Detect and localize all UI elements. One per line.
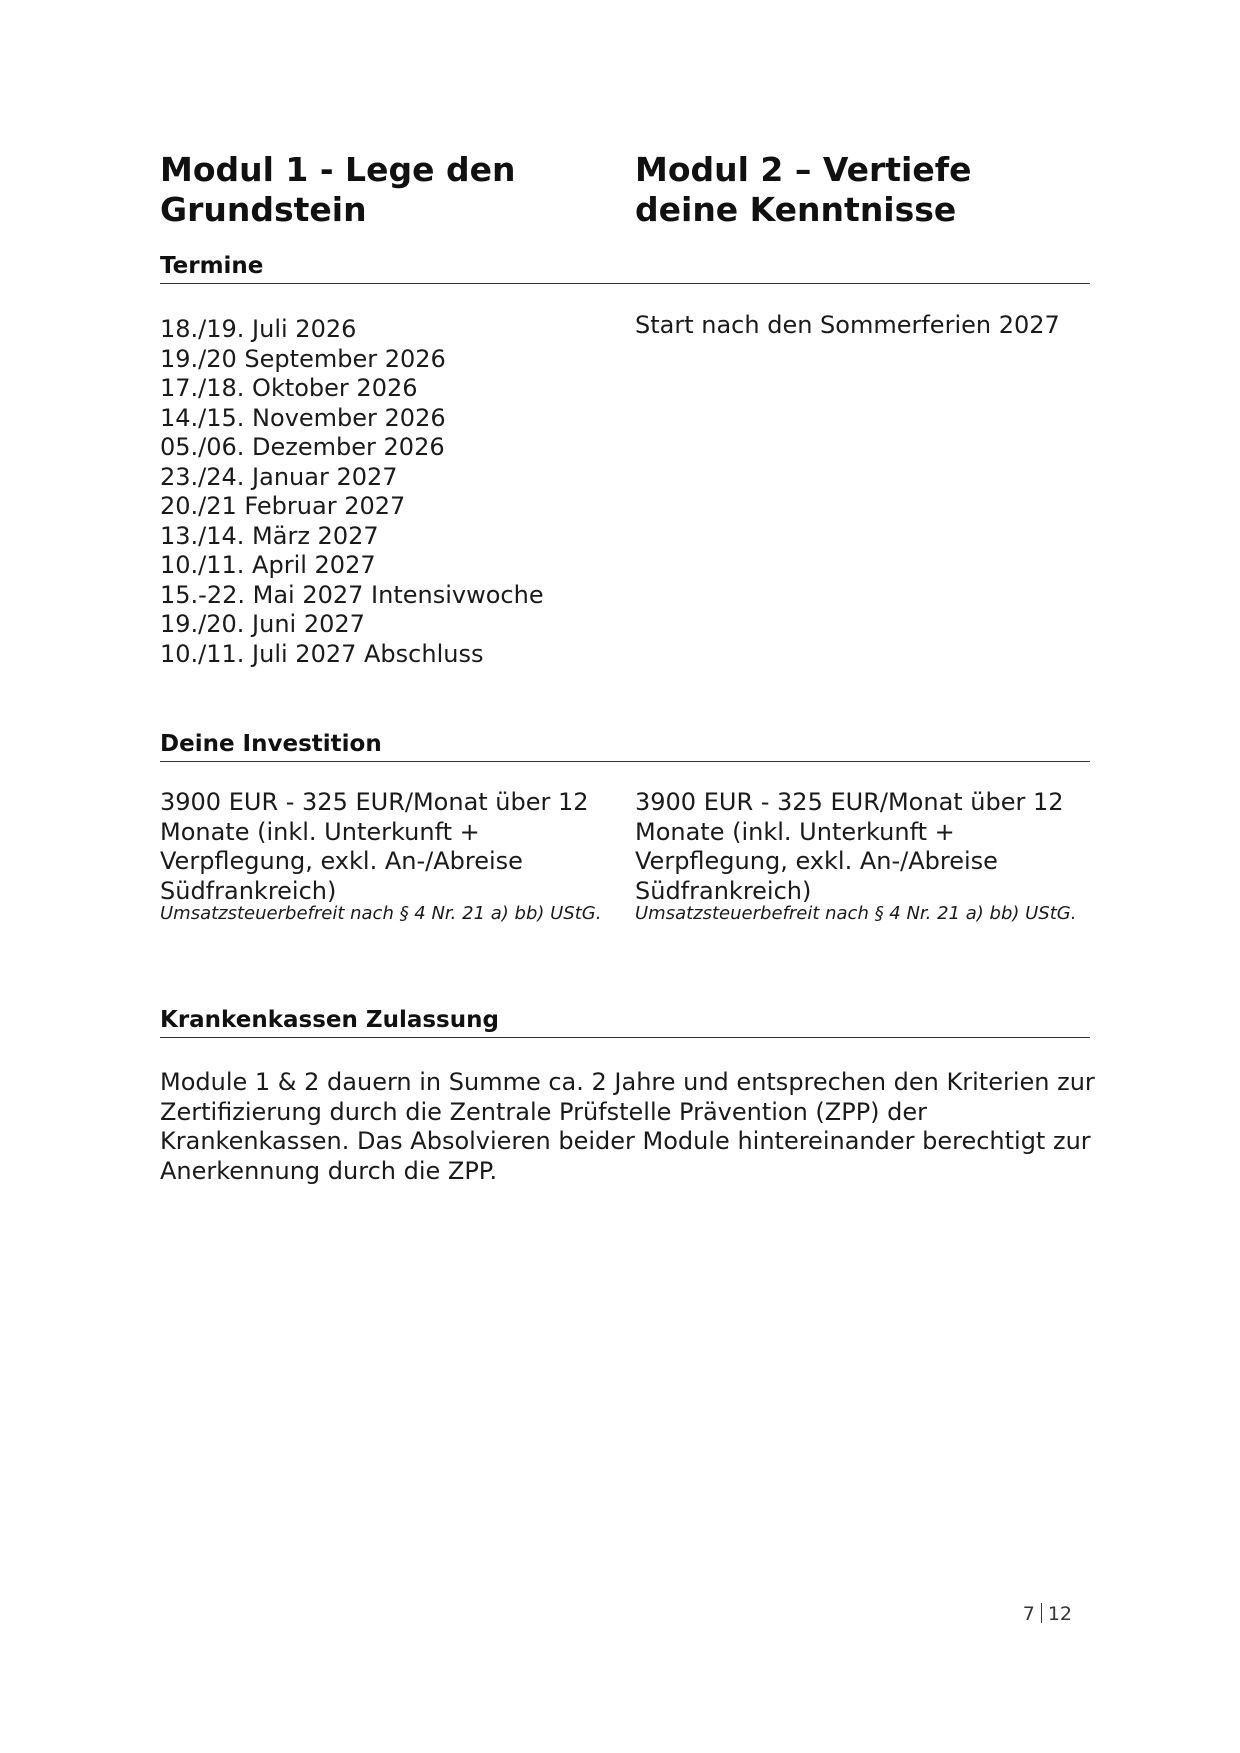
date-item: 05./06. Dezember 2026 xyxy=(160,433,445,461)
termine-heading: Termine xyxy=(160,252,1090,284)
module2-price: 3900 EUR - 325 EUR/Monat über 12 Monate (inkl. Unterkunft + Verpflegung, exkl. An-/Abreise Südfrankreich) xyxy=(635,788,1064,905)
module1-dates-list xyxy=(160,315,544,669)
page-separator xyxy=(1041,1603,1042,1623)
krankenkassen-text: Module 1 & 2 dauern in Summe ca. 2 Jahre und entsprechen den Kriterien zur Zertifizierung durch die Zentrale Prüfstelle Prävention (ZPP) der Krankenkassen. Das Absolvieren beider Module hintereinander berechtigt zur Anerkennung durch die ZPP. xyxy=(160,1068,1095,1185)
date-item: 17./18. Oktober 2026 xyxy=(160,374,418,402)
date-item: 10./11. April 2027 xyxy=(160,551,376,579)
date-item: 13./14. März 2027 xyxy=(160,521,379,550)
module2-title: Modul 2 – Vertiefe deine Kenntnisse xyxy=(635,150,972,229)
investition-heading: Deine Investition xyxy=(160,730,1090,762)
date-item: 19./20 September 2026 xyxy=(160,344,446,373)
page-number xyxy=(1023,1603,1072,1625)
date-item: 14./15. November 2026 xyxy=(160,403,446,432)
date-item: 18./19. Juli 2026 xyxy=(160,315,357,343)
date-item: 15.-22. Mai 2027 Intensivwoche xyxy=(160,580,544,609)
krankenkassen-heading: Krankenkassen Zulassung xyxy=(160,1006,1090,1038)
module1-price: 3900 EUR - 325 EUR/Monat über 12 Monate (inkl. Unterkunft + Verpflegung, exkl. An-/Abreise Südfrankreich) xyxy=(160,788,589,905)
page-total: 12 xyxy=(1047,1603,1072,1625)
date-item: 20./21 Februar 2027 xyxy=(160,492,406,520)
page-current: 7 xyxy=(1022,1603,1035,1625)
module2-start-text: Start nach den Sommerferien 2027 xyxy=(635,311,1060,339)
module1-title: Modul 1 - Lege den Grundstein xyxy=(160,150,516,229)
date-item: 19./20. Juni 2027 xyxy=(160,610,365,638)
module1-tax-note: Umsatzsteuerbefreit nach § 4 Nr. 21 a) bb) UStG. xyxy=(160,903,602,924)
date-item: 23./24. Januar 2027 xyxy=(160,462,398,491)
module2-tax-note: Umsatzsteuerbefreit nach § 4 Nr. 21 a) bb) UStG. xyxy=(635,903,1077,924)
date-item: 10./11. Juli 2027 Abschluss xyxy=(160,639,484,668)
